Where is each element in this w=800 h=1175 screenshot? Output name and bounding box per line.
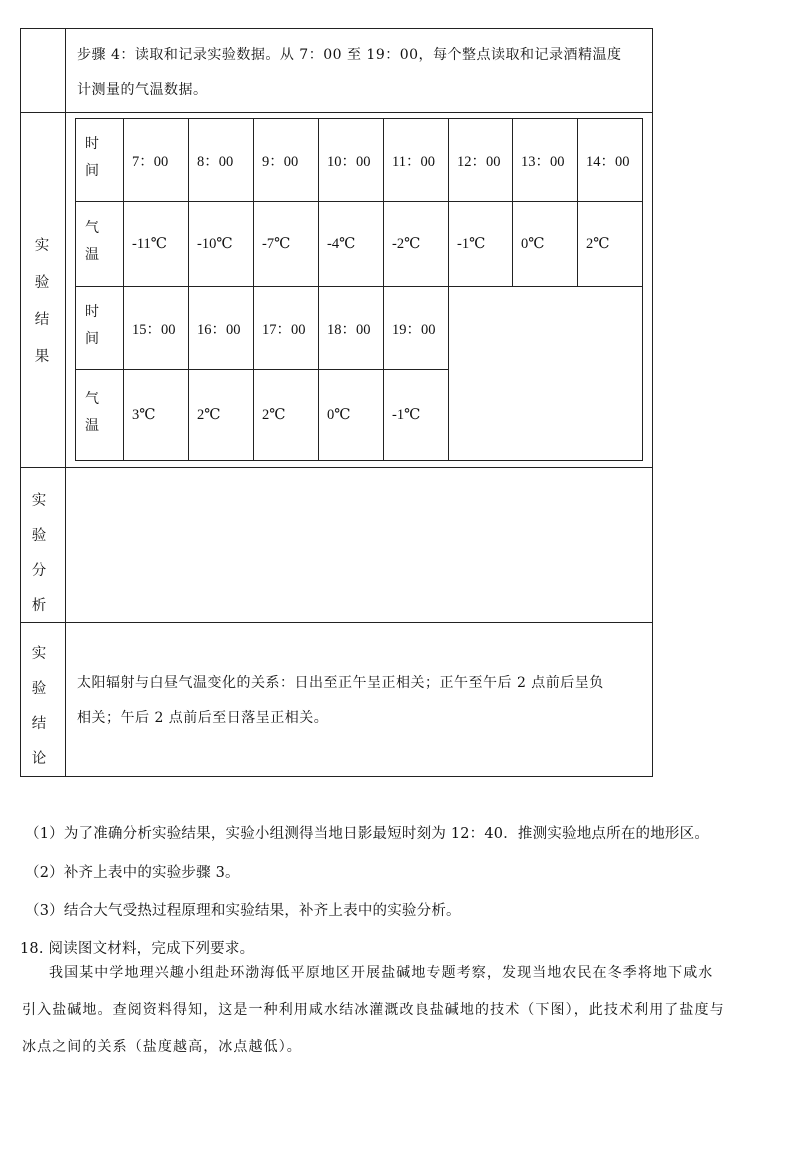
time-cell: 14：00 — [586, 153, 630, 170]
time-cell: 7：00 — [132, 153, 169, 170]
results-label: 实 验 结 果 — [34, 238, 50, 365]
temp-label: 气 温 — [85, 391, 99, 434]
temp-cell: -1℃ — [392, 406, 421, 423]
question-18-title: 18. 阅读图文材料，完成下列要求。 — [20, 941, 255, 957]
step4-text — [77, 38, 647, 108]
temp-cell: -4℃ — [327, 235, 356, 252]
inner-col-line — [577, 118, 578, 286]
time-cell: 11：00 — [392, 153, 435, 170]
inner-col-line — [253, 118, 254, 461]
question-3: （3）结合大气受热过程原理和实验结果，补齐上表中的实验分析。 — [25, 903, 461, 919]
table-divider-row1 — [20, 112, 653, 113]
conclusion-line2: 相关；午后 2 点前后至日落呈正相关。 — [77, 710, 329, 726]
table-border-left — [20, 28, 21, 777]
analysis-label: 实 验 分 析 — [31, 493, 47, 614]
temp-cell: 2℃ — [262, 406, 286, 423]
temp-cell: -2℃ — [392, 235, 421, 252]
temp-cell: -7℃ — [262, 235, 291, 252]
inner-col-line — [448, 118, 449, 461]
temp-cell: 0℃ — [327, 406, 351, 423]
step4-line1: 步骤 4：读取和记录实验数据。从 7：00 至 19：00，每个整点读取和记录酒精温度 — [77, 47, 622, 63]
time-cell: 18：00 — [327, 321, 371, 338]
time-cell: 15：00 — [132, 321, 176, 338]
question-1: （1）为了准确分析实验结果，实验小组测得当地日影最短时刻为 12：40．推测实验地点所在的地形区。 — [25, 826, 710, 842]
time-cell: 16：00 — [197, 321, 241, 338]
time-cell: 17：00 — [262, 321, 306, 338]
temp-cell: 2℃ — [197, 406, 221, 423]
table-label-divider — [65, 28, 66, 777]
table-divider-row2 — [20, 467, 653, 468]
temp-cell: 2℃ — [586, 235, 610, 252]
time-cell: 12：00 — [457, 153, 501, 170]
paragraph-line2: 引入盐碱地。查阅资料得知，这是一种利用咸水结冰灌溉改良盐碱地的技术（下图），此技术利用了盐度与 — [22, 1002, 725, 1018]
inner-col-line — [123, 118, 124, 461]
inner-border-bottom — [75, 460, 643, 461]
temp-cell: 0℃ — [521, 235, 545, 252]
inner-col-line — [188, 118, 189, 461]
conclusion-line1: 太阳辐射与白昼气温变化的关系：日出至正午呈正相关；正午至午后 2 点前后呈负 — [77, 675, 604, 691]
temp-cell: -11℃ — [132, 235, 168, 252]
temp-cell: -10℃ — [197, 235, 233, 252]
time-label: 时 间 — [85, 136, 99, 179]
question-2: （2）补齐上表中的实验步骤 3。 — [25, 865, 240, 881]
time-cell: 9：00 — [262, 153, 299, 170]
time-cell: 8：00 — [197, 153, 234, 170]
analysis-content[interactable] — [70, 472, 648, 618]
temp-label: 气 温 — [85, 220, 99, 263]
table-divider-row3 — [20, 622, 653, 623]
inner-col-line — [383, 118, 384, 461]
inner-col-line — [318, 118, 319, 461]
conclusion-text — [77, 666, 647, 736]
paragraph-line1: 我国某中学地理兴趣小组赴环渤海低平原地区开展盐碱地专题考察，发现当地农民在冬季将地下咸水 — [49, 965, 714, 981]
time-cell: 19：00 — [392, 321, 436, 338]
table-border-right — [652, 28, 653, 777]
inner-col-line — [512, 118, 513, 286]
temp-cell: -1℃ — [457, 235, 486, 252]
time-cell: 13：00 — [521, 153, 565, 170]
question-18-paragraph — [22, 955, 782, 1066]
table-border-bottom — [20, 776, 653, 777]
time-label: 时 间 — [85, 304, 99, 347]
step4-line2: 计测量的气温数据。 — [77, 82, 208, 98]
temp-cell: 3℃ — [132, 406, 156, 423]
inner-border-right — [642, 118, 643, 461]
time-cell: 10：00 — [327, 153, 371, 170]
conclusion-label: 实 验 结 论 — [31, 646, 47, 767]
inner-border-left — [75, 118, 76, 461]
paragraph-line3: 冰点之间的关系（盐度越高，冰点越低）。 — [22, 1039, 302, 1055]
table-border-top — [20, 28, 653, 29]
